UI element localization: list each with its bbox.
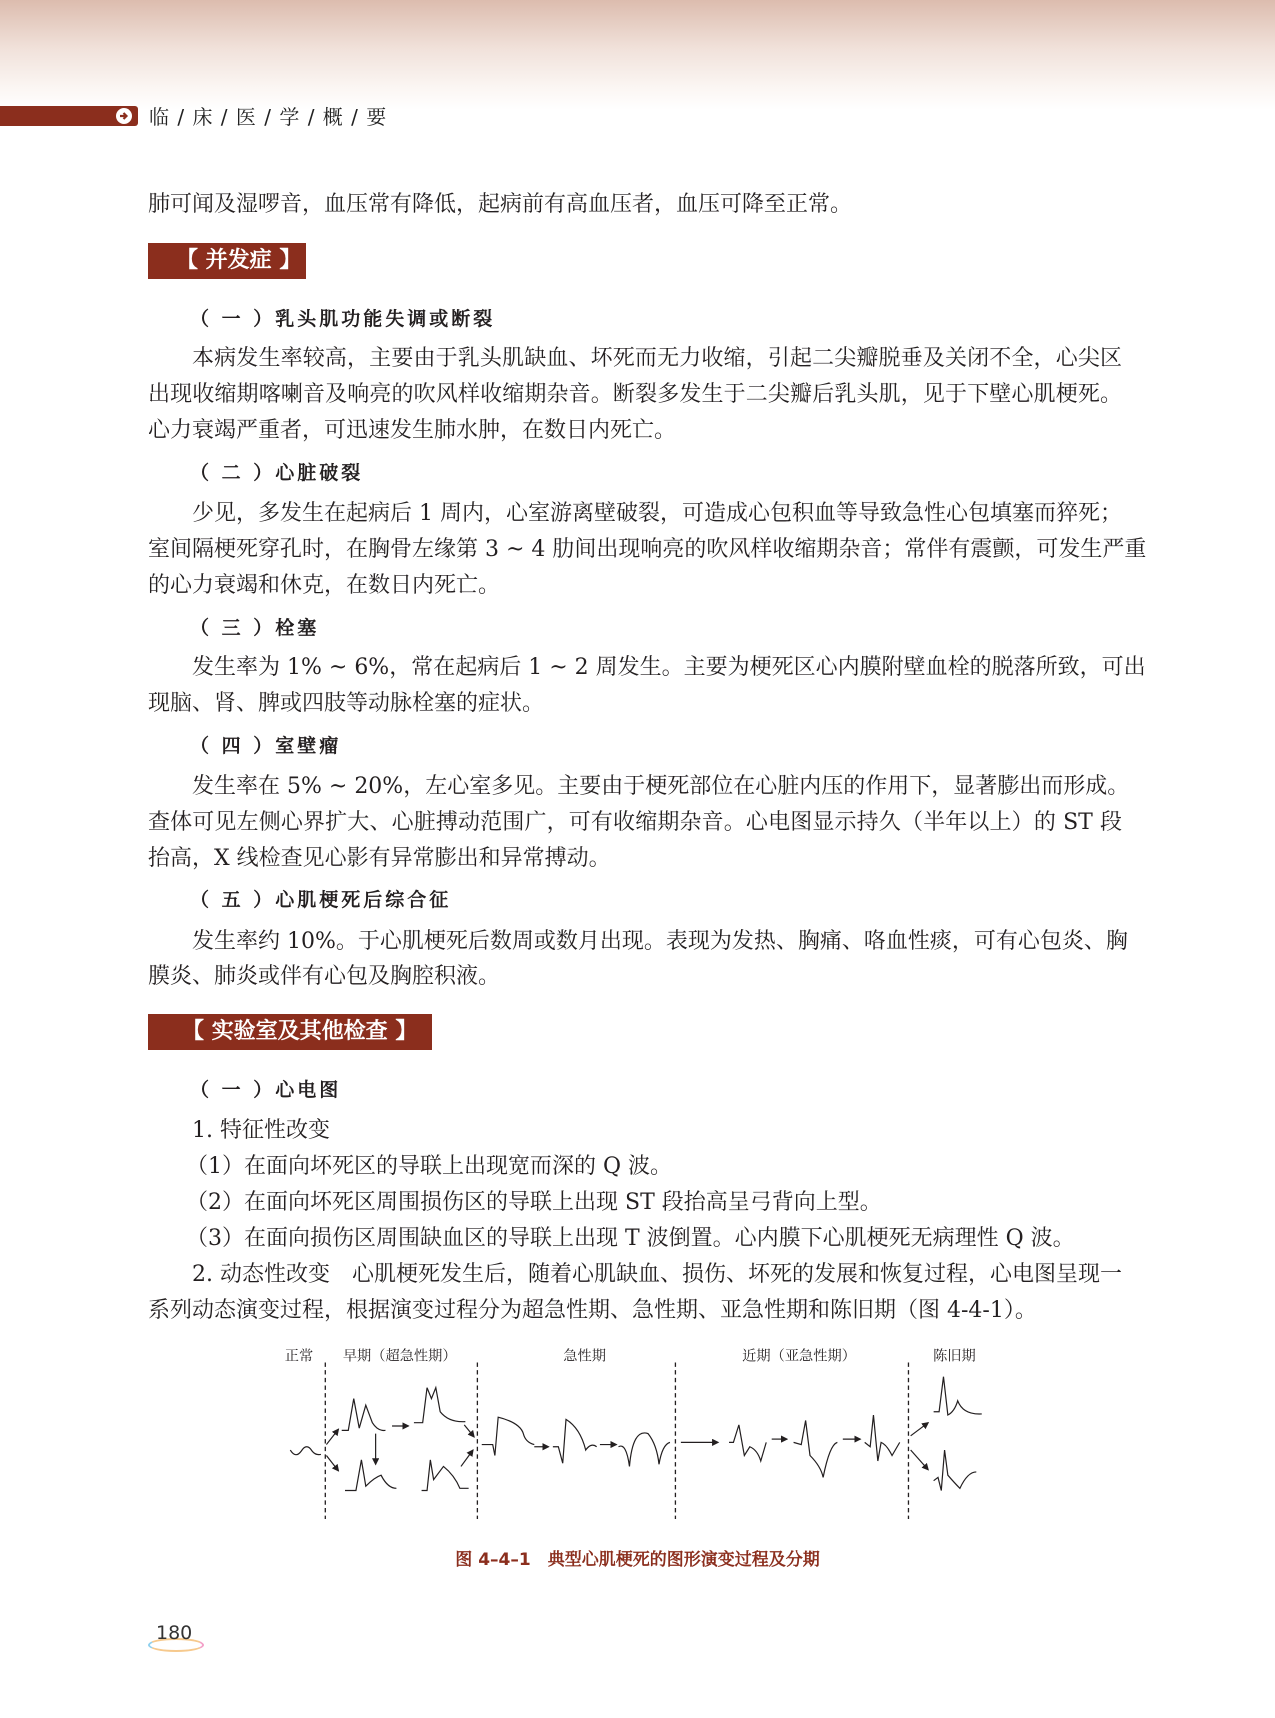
ecg-wave-normal bbox=[290, 1447, 321, 1455]
paragraph-line: 发生率为 1% ~ 6%，常在起病后 1 ~ 2 周发生。主要为梗死区心内膜附壁血栓的脱落所致，可出 bbox=[192, 655, 1146, 680]
figure-caption: 图 4–4–1 典型心肌梗死的图形演变过程及分期 bbox=[455, 1550, 820, 1570]
page-number: 180 bbox=[156, 1622, 193, 1644]
section-title: 【 实验室及其他检查 】 bbox=[182, 1019, 418, 1044]
paragraph-line: 发生率约 10%。于心肌梗死后数周或数月出现。表现为发热、胸痛、咯血性痰，可有心包炎、胸 bbox=[192, 929, 1128, 954]
ecg-wave bbox=[414, 1388, 465, 1423]
arrow-icon bbox=[464, 1425, 474, 1437]
subheading: （ 一 ）心电图 bbox=[190, 1079, 342, 1101]
section-title: 【 并发症 】 bbox=[176, 248, 302, 273]
ecg-wave bbox=[729, 1425, 766, 1461]
paragraph-line: 出现收缩期喀喇音及响亮的吹风样收缩期杂音。断裂多发生于二尖瓣后乳头肌，见于下壁心肌梗死。 bbox=[148, 382, 1122, 407]
phase-label: 正常 bbox=[284, 1348, 314, 1365]
phase-dividers bbox=[325, 1363, 908, 1519]
subheading: （ 一 ）乳头肌功能失调或断裂 bbox=[190, 308, 496, 330]
paragraph-line: 2. 动态性改变 心肌梗死发生后，随着心肌缺血、损伤、坏死的发展和恢复过程，心电图呈现一 bbox=[192, 1262, 1122, 1287]
section-heading-complications bbox=[148, 243, 306, 279]
arrow-icon bbox=[326, 1429, 338, 1444]
arrow-icon bbox=[326, 1456, 338, 1471]
paragraph-line: （3）在面向损伤区周围缺血区的导联上出现 T 波倒置。心内膜下心肌梗死无病理性 Q 波。 bbox=[186, 1226, 1075, 1251]
phase-label: 早期（超急性期） bbox=[342, 1348, 457, 1365]
phase-label: 急性期 bbox=[563, 1348, 606, 1365]
paragraph-line: （1）在面向坏死区的导联上出现宽而深的 Q 波。 bbox=[186, 1154, 673, 1179]
ecg-wave bbox=[865, 1415, 900, 1461]
ecg-wave bbox=[482, 1417, 535, 1455]
ecg-wave bbox=[934, 1450, 977, 1490]
ecg-wave bbox=[619, 1433, 670, 1467]
paragraph-line: 膜炎、肺炎或伴有心包及胸腔积液。 bbox=[148, 964, 501, 989]
subheading: （ 四 ）室壁瘤 bbox=[190, 735, 342, 757]
paragraph-line: 抬高，X 线检查见心影有异常膨出和异常搏动。 bbox=[148, 846, 611, 871]
book-title: 临 / 床 / 医 / 学 / 概 / 要 bbox=[149, 105, 388, 129]
paragraph-line: 现脑、肾、脾或四肢等动脉栓塞的症状。 bbox=[148, 691, 545, 716]
ecg-wave bbox=[553, 1419, 597, 1463]
top-gradient-band bbox=[0, 0, 1275, 110]
arrow-icon bbox=[911, 1423, 929, 1436]
transition-arrows bbox=[326, 1423, 928, 1471]
paragraph-line: 室间隔梗死穿孔时，在胸骨左缘第 3 ~ 4 肋间出现响亮的吹风样收缩期杂音；常伴有震颤，可发生严重 bbox=[148, 537, 1147, 562]
intro-line: 肺可闻及湿啰音，血压常有降低，起病前有高血压者，血压可降至正常。 bbox=[148, 192, 853, 217]
arrow-icon bbox=[461, 1450, 473, 1466]
ecg-wave bbox=[934, 1377, 982, 1415]
arrow-icon bbox=[911, 1450, 929, 1470]
paragraph-line: 系列动态演变过程，根据演变过程分为超急性期、急性期、亚急性期和陈旧期（图 4-4-1）。 bbox=[148, 1298, 1037, 1323]
section-heading-lab-tests bbox=[148, 1014, 432, 1050]
paragraph-line: 少见，多发生在起病后 1 周内，心室游离壁破裂，可造成心包积血等导致急性心包填塞而猝死； bbox=[192, 501, 1122, 526]
paragraph-line: 的心力衰竭和休克，在数日内死亡。 bbox=[148, 573, 501, 598]
arrow-right-circle-icon bbox=[116, 108, 132, 124]
ecg-wave bbox=[422, 1460, 469, 1491]
ecg-evolution-figure bbox=[280, 1345, 1003, 1531]
ecg-waveforms bbox=[290, 1377, 981, 1491]
ecg-wave bbox=[794, 1420, 838, 1477]
ecg-wave bbox=[342, 1399, 386, 1431]
phase-label: 近期（亚急性期） bbox=[742, 1348, 856, 1365]
paragraph-line: 本病发生率较高，主要由于乳头肌缺血、坏死而无力收缩，引起二尖瓣脱垂及关闭不全，心尖区 bbox=[192, 346, 1122, 371]
subheading: （ 五 ）心肌梗死后综合征 bbox=[190, 889, 452, 911]
phase-label: 陈旧期 bbox=[933, 1348, 976, 1365]
paragraph-line: 查体可见左侧心界扩大、心脏搏动范围广，可有收缩期杂音。心电图显示持久（半年以上）的 ST 段 bbox=[148, 810, 1122, 835]
subheading: （ 二 ）心脏破裂 bbox=[190, 462, 364, 484]
paragraph-line: 心力衰竭严重者，可迅速发生肺水肿，在数日内死亡。 bbox=[148, 418, 677, 443]
paragraph-line: 发生率在 5% ~ 20%，左心室多见。主要由于梗死部位在心脏内压的作用下，显著膨出而形成。 bbox=[192, 774, 1130, 799]
ecg-wave bbox=[345, 1460, 396, 1491]
paragraph-line: 1. 特征性改变 bbox=[192, 1118, 330, 1143]
paragraph-line: （2）在面向坏死区周围损伤区的导联上出现 ST 段抬高呈弓背向上型。 bbox=[186, 1190, 882, 1215]
subheading: （ 三 ）栓塞 bbox=[190, 617, 320, 639]
